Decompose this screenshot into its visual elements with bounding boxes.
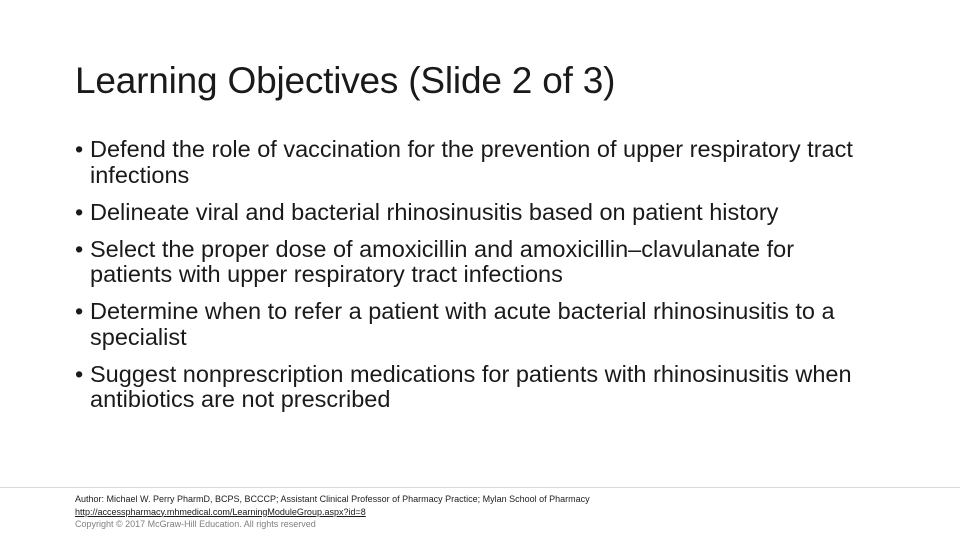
footer-divider — [0, 487, 960, 488]
bullet-marker: • — [75, 235, 84, 262]
bullet-text: Suggest nonprescription medications for patients with rhinosinusitis when antibiotics are not prescribed — [90, 360, 852, 412]
bullet-item — [75, 137, 875, 188]
footer-author: Author: Michael W. Perry PharmD, BCPS, BCCCP; Assistant Clinical Professor of Pharmacy Practice; Mylan School of Pharmacy — [75, 494, 590, 504]
bullet-item — [75, 237, 875, 288]
footer-link[interactable]: http://accesspharmacy.mhmedical.com/LearningModuleGroup.aspx?id=8 — [75, 506, 366, 517]
footer-copyright: Copyright © 2017 McGraw-Hill Education. All rights reserved — [75, 519, 316, 529]
bullet-text: Defend the role of vaccination for the prevention of upper respiratory tract infections — [90, 136, 853, 188]
slide-title: Learning Objectives (Slide 2 of 3) — [75, 60, 616, 101]
bullet-item — [75, 200, 875, 226]
bullet-text: Select the proper dose of amoxicillin and amoxicillin–clavulanate for patients with upper respiratory tract infections — [90, 235, 795, 287]
bullet-item — [75, 362, 875, 413]
bullet-text: Determine when to refer a patient with acute bacterial rhinosinusitis to a specialist — [90, 298, 835, 350]
footer — [75, 493, 590, 531]
bullet-marker: • — [75, 360, 84, 387]
bullet-item — [75, 299, 875, 350]
bullet-marker: • — [75, 136, 84, 162]
bullet-text: Delineate viral and bacterial rhinosinusitis based on patient history — [90, 198, 779, 225]
bullet-marker: • — [75, 198, 84, 225]
bullet-list — [75, 137, 875, 424]
bullet-marker: • — [75, 298, 84, 324]
